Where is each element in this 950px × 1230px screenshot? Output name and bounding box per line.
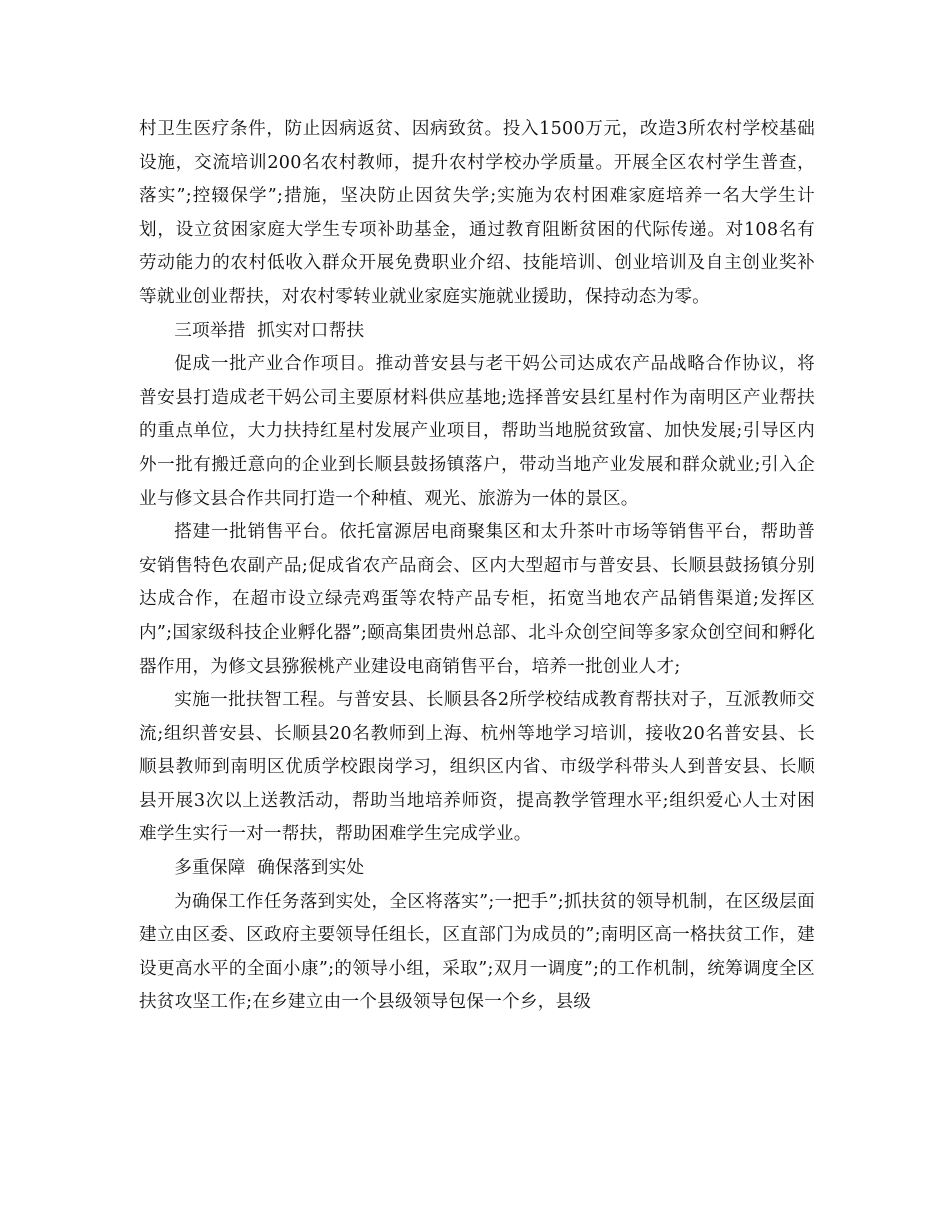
paragraph-sales-platforms: 搭建一批销售平台。依托富源居电商聚集区和太升茶叶市场等销售平台，帮助普安销售特色农副产品;促成省农产品商会、区内大型超市与普安县、长顺县鼓扬镇分别达成合作，在超市设立绿壳鸡蛋等农特产品专柜，拓宽当地农产品销售渠道;发挥区内”;国家级科技企业孵化器”;颐高集团贵州总部、北斗众创空间等多家众创空间和孵化器作用，为修文县猕猴桃产业建设电商销售平台，培养一批创业人才; [139, 522, 815, 677]
section-heading-three-measures: 三项举措 抓实对口帮扶 [174, 320, 365, 341]
document-body [139, 113, 815, 1020]
section-heading-multiple-guarantees: 多重保障 确保落到实处 [174, 858, 365, 879]
paragraph-industry-cooperation: 促成一批产业合作项目。推动普安县与老干妈公司达成农产品战略合作协议，将普安县打造成老干妈公司主要原材料供应基地;选择普安县红星村作为南明区产业帮扶的重点单位，大力扶持红星村发展产业项目，帮助当地脱贫致富、加快发展;引导区内外一批有搬迁意向的企业到长顺县鼓扬镇落户，带动当地产业发展和群众就业;引入企业与修文县合作共同打造一个种植、观光、旅游为一体的景区。 [139, 354, 815, 509]
paragraph-leadership-mechanism: 为确保工作任务落到实处，全区将落实”;一把手”;抓扶贫的领导机制，在区级层面建立由区委、区政府主要领导任组长，区直部门为成员的”;南明区高一格扶贫工作，建设更高水平的全面小康”;的领导小组，采取”;双月一调度”;的工作机制，统筹调度全区扶贫攻坚工作;在乡建立由一个县级领导包保一个乡，县级 [139, 891, 815, 1013]
paragraph-rural-health-education: 村卫生医疗条件，防止因病返贫、因病致贫。投入1500万元，改造3所农村学校基础设施，交流培训200名农村教师，提升农村学校办学质量。开展全区农村学生普查，落实”;控辍保学”;措施，坚决防止因贫失学;实施为农村困难家庭培养一名大学生计划，设立贫困家庭大学生专项补助基金，通过教育阻断贫困的代际传递。对108名有劳动能力的农村低收入群众开展免费职业介绍、技能培训、创业培训及自主创业奖补等就业创业帮扶，对农村零转业就业家庭实施就业援助，保持动态为零。 [139, 119, 815, 307]
paragraph-education-support: 实施一批扶智工程。与普安县、长顺县各2所学校结成教育帮扶对子，互派教师交流;组织普安县、长顺县20名教师到上海、杭州等地学习培训，接收20名普安县、长顺县教师到南明区优质学校跟岗学习，组织区内省、市级学科带头人到普安县、长顺县开展3次以上送教活动，帮助当地培养师资，提高教学管理水平;组织爱心人士对困难学生实行一对一帮扶，帮助困难学生完成学业。 [139, 690, 815, 845]
